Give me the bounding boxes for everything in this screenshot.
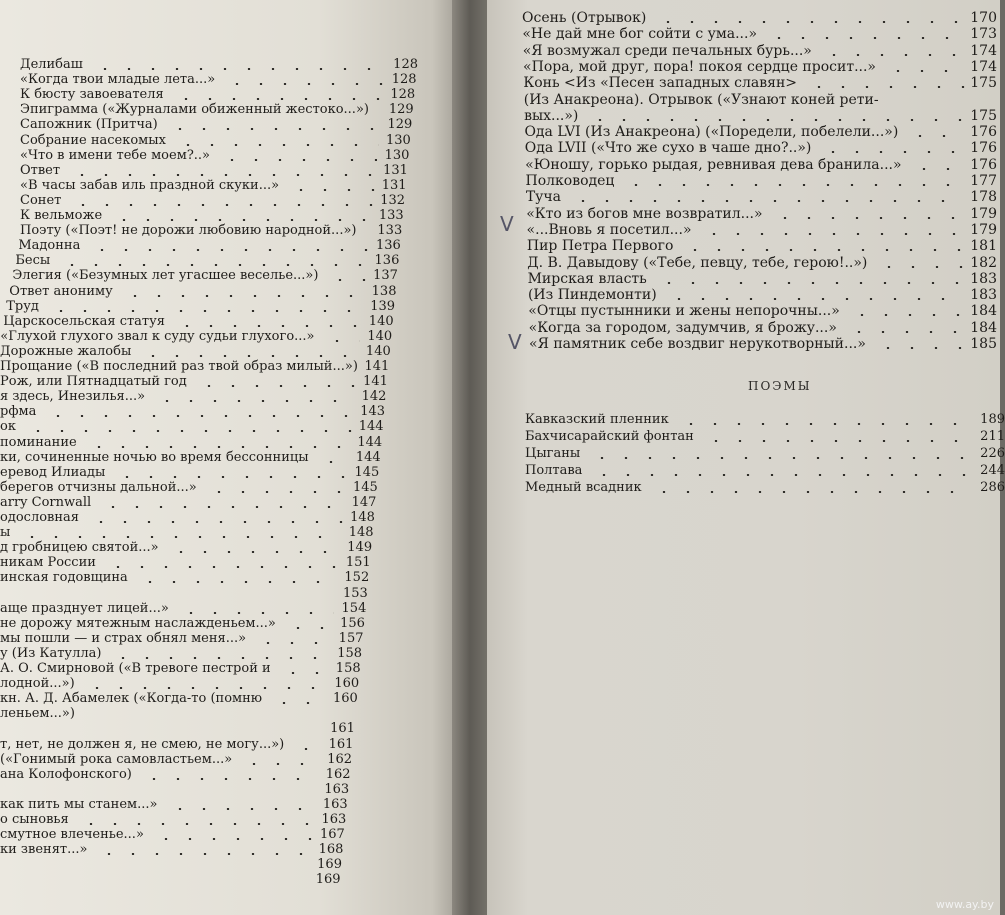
toc-entry-page-number: 147 bbox=[351, 494, 377, 510]
toc-entry-title: одословная bbox=[0, 510, 79, 525]
toc-entry-page-number: 175 bbox=[970, 75, 997, 92]
dot-leader bbox=[225, 83, 384, 85]
dot-leader bbox=[115, 476, 347, 478]
dot-leader bbox=[154, 838, 313, 840]
toc-entry-title: Царскосельская статуя bbox=[3, 313, 165, 329]
dot-leader bbox=[168, 128, 381, 130]
dot-leader bbox=[592, 474, 973, 476]
toc-entry-page-number: 176 bbox=[970, 156, 997, 173]
dot-leader bbox=[106, 566, 339, 568]
toc-entry-page-number: 158 bbox=[337, 645, 363, 661]
toc-entry-title: «Юношу, горько рыдая, ревнивая дева бранила...» bbox=[525, 156, 902, 173]
toc-entry-title: Сонет bbox=[20, 192, 62, 208]
dot-leader bbox=[683, 249, 965, 251]
toc-entry-page-number: 286 bbox=[980, 480, 1005, 495]
toc-entry-title: аще празднует лицей...» bbox=[0, 600, 169, 616]
dot-leader bbox=[767, 37, 965, 39]
toc-entry-page-number: 178 bbox=[970, 189, 997, 206]
toc-entry-title: т, нет, не должен я, не смею, не могу...») bbox=[0, 736, 285, 752]
dot-leader bbox=[286, 627, 333, 629]
dot-leader bbox=[97, 853, 311, 855]
toc-entry-page-number: 176 bbox=[970, 140, 997, 157]
dot-leader bbox=[71, 204, 373, 206]
pencil-check-mark: V bbox=[500, 212, 514, 236]
toc-entry-page-number: 137 bbox=[373, 268, 398, 284]
dot-leader bbox=[912, 168, 965, 170]
toc-entry-page-number: 139 bbox=[370, 298, 396, 314]
toc-entry-page-number: 181 bbox=[970, 238, 997, 255]
dot-leader bbox=[908, 135, 965, 137]
toc-entry-title: Д. В. Давыдову («Тебе, певцу, тебе, герою!..») bbox=[527, 254, 868, 271]
toc-entry-title: Труд bbox=[6, 298, 39, 314]
toc-entry-title: Туча bbox=[525, 189, 562, 206]
dot-leader bbox=[850, 314, 965, 316]
toc-entry-page-number: 169 bbox=[315, 872, 341, 888]
toc-entry-page-number: 130 bbox=[386, 132, 411, 148]
toc-entry-title: (Из Анакреона). Отрывок («Узнают коней рети- bbox=[523, 91, 879, 108]
toc-entry-title: рфма bbox=[0, 404, 37, 420]
toc-entry-page-number: 244 bbox=[980, 463, 1005, 478]
toc-entry-title: Осень (Отрывок) bbox=[522, 10, 647, 26]
toc-entry-title: ок bbox=[0, 419, 16, 435]
toc-entry-title: «Не дай мне бог сойти с ума...» bbox=[522, 26, 758, 43]
toc-entry-title: «Пора, мой друг, пора! покоя сердце просит...» bbox=[523, 58, 876, 75]
toc-entry-page-number: 131 bbox=[381, 177, 407, 193]
toc-entry-title: «Глухой глухого звал к суду судьи глухого...» bbox=[0, 328, 315, 344]
toc-entry-title: Цыганы bbox=[525, 446, 581, 461]
toc-entry-page-number: 157 bbox=[338, 630, 364, 646]
dot-leader bbox=[256, 642, 331, 644]
toc-entry-title: Медный всадник bbox=[525, 480, 642, 495]
dot-leader bbox=[85, 687, 328, 689]
toc-entry-page-number: 163 bbox=[322, 796, 348, 812]
dot-leader bbox=[112, 219, 372, 221]
dot-leader bbox=[138, 581, 337, 583]
dot-leader bbox=[20, 536, 341, 538]
dot-leader bbox=[704, 440, 973, 442]
toc-entry-title: Прощание («В последний раз твой образ милый...») bbox=[0, 359, 358, 374]
dot-leader bbox=[93, 68, 386, 70]
dot-leader bbox=[289, 189, 374, 191]
toc-entry-page-number: 161 bbox=[328, 736, 354, 752]
toc-entry-page-number: 160 bbox=[332, 691, 358, 707]
toc-entry-title: «Когда твои младые лета...» bbox=[20, 72, 216, 88]
toc-entry-page-number: 129 bbox=[388, 102, 414, 118]
toc-entry-page-number: 136 bbox=[374, 253, 400, 269]
toc-entry-page-number: 140 bbox=[367, 328, 393, 344]
dot-leader bbox=[176, 144, 379, 146]
toc-entry-title: Мадонна bbox=[18, 238, 81, 254]
toc-entry-title: «Когда за городом, задумчив, я брожу...» bbox=[528, 319, 837, 336]
toc-entry-title: Бахчисарайский фонтан bbox=[525, 429, 694, 444]
toc-entry-title: (Из Пиндемонти) bbox=[527, 287, 657, 304]
toc-entry-title: мы пошли — и страх обнял меня...» bbox=[0, 630, 247, 646]
toc-entry-title: arry Cornwall bbox=[0, 494, 92, 510]
watermark: www.ay.by bbox=[935, 898, 994, 911]
dot-leader bbox=[319, 461, 349, 463]
toc-entry-page-number: 163 bbox=[324, 781, 350, 797]
dot-leader bbox=[294, 748, 321, 750]
toc-entry-title: «Что в имени тебе моем?..» bbox=[20, 147, 211, 163]
toc-entry-page-number: 154 bbox=[341, 600, 367, 616]
toc-entry-title: А. О. Смирновой («В тревоге пестрой и bbox=[0, 661, 271, 676]
toc-entry-title: Сапожник (Притча) bbox=[20, 117, 158, 133]
toc-entry-page-number: 140 bbox=[365, 343, 391, 359]
dot-leader bbox=[111, 657, 330, 659]
toc-entry-title: Бесы bbox=[15, 253, 51, 269]
dot-leader bbox=[169, 551, 341, 553]
toc-entry-page-number: 158 bbox=[335, 661, 361, 676]
dot-leader bbox=[87, 446, 350, 448]
toc-entry-page-number: 156 bbox=[340, 615, 365, 631]
toc-entry-page-number: 163 bbox=[321, 812, 347, 827]
toc-entry-title: у (Из Катулла) bbox=[0, 645, 102, 661]
toc-entry-page-number: 131 bbox=[383, 162, 408, 178]
toc-entry-page-number: 128 bbox=[393, 57, 418, 72]
dot-leader bbox=[89, 521, 343, 523]
toc-entry-page-number: 162 bbox=[325, 766, 351, 782]
toc-entry-page-number: 141 bbox=[363, 374, 388, 390]
toc-entry-page-number: 144 bbox=[358, 419, 384, 435]
dot-leader bbox=[807, 86, 965, 88]
toc-entry-page-number: 144 bbox=[357, 434, 383, 450]
dot-leader bbox=[46, 415, 353, 417]
toc-entry-page-number: 129 bbox=[387, 117, 413, 133]
section-heading-poems: ПОЭМЫ bbox=[748, 379, 812, 393]
dot-leader bbox=[325, 340, 361, 342]
toc-entry-title: «Я памятник себе воздвиг нерукотворный...» bbox=[529, 336, 866, 352]
toc-entry-page-number: 152 bbox=[344, 570, 370, 586]
dot-leader bbox=[702, 233, 965, 235]
toc-entry-title: ана Колофонского) bbox=[0, 766, 132, 782]
dot-leader bbox=[667, 298, 965, 300]
dot-leader bbox=[886, 70, 965, 72]
dot-leader bbox=[207, 491, 346, 493]
dot-leader bbox=[155, 400, 354, 402]
toc-entry-page-number: 130 bbox=[384, 147, 410, 163]
dot-leader bbox=[588, 119, 965, 121]
dot-leader bbox=[60, 264, 367, 266]
dot-leader bbox=[821, 151, 965, 153]
toc-entry-page-number: 142 bbox=[361, 389, 387, 405]
toc-entry-page-number: 211 bbox=[980, 429, 1005, 444]
toc-entry-page-number: 160 bbox=[334, 676, 360, 692]
toc-entry-page-number: 145 bbox=[354, 464, 380, 480]
toc-entry-page-number: 170 bbox=[970, 10, 997, 26]
toc-entry-title: Собрание насекомых bbox=[20, 132, 166, 148]
dot-leader bbox=[877, 266, 965, 268]
toc-entry-title: еревод Илиады bbox=[0, 464, 106, 480]
toc-entry-page-number: 128 bbox=[390, 87, 416, 103]
toc-entry-title: д гробницею святой...» bbox=[0, 540, 159, 556]
toc-entry-page-number: 169 bbox=[317, 857, 342, 873]
toc-entry-title: поминание bbox=[0, 434, 77, 450]
dot-leader bbox=[652, 491, 973, 493]
toc-entry-title: «Отцы пустынники и жены непорочны...» bbox=[528, 303, 840, 320]
dot-leader bbox=[179, 612, 335, 614]
toc-entry-title: Полтава bbox=[525, 463, 583, 478]
toc-entry-page-number: 140 bbox=[368, 313, 394, 329]
toc-entry-page-number: 144 bbox=[355, 449, 381, 465]
dot-leader bbox=[847, 331, 965, 333]
dot-leader bbox=[141, 355, 358, 357]
toc-entry-title: как пить мы станем...» bbox=[0, 796, 158, 812]
toc-entry-title: Дорожные жалобы bbox=[0, 343, 132, 359]
toc-entry-page-number: 173 bbox=[970, 26, 997, 43]
toc-entry-page-number: 184 bbox=[970, 319, 997, 336]
dot-leader bbox=[679, 423, 973, 425]
toc-entry-page-number: 168 bbox=[318, 842, 344, 858]
toc-entry-title: ки, сочиненные ночью во время бессонницы bbox=[0, 449, 309, 465]
toc-entry-title: Ода LVII («Что же сухо в чаше дно?..») bbox=[524, 140, 812, 157]
toc-entry-title: Мирская власть bbox=[527, 270, 647, 287]
toc-entry-title: Ответ bbox=[20, 162, 61, 178]
dot-leader bbox=[175, 325, 362, 327]
toc-entry-page-number: 176 bbox=[970, 124, 997, 141]
toc-entry-page-number: 189 bbox=[980, 412, 1005, 427]
dot-leader bbox=[168, 808, 316, 810]
toc-entry-title: берегов отчизны дальной...» bbox=[0, 479, 197, 495]
dot-leader bbox=[272, 702, 326, 704]
dot-leader bbox=[79, 823, 315, 825]
dot-leader bbox=[281, 672, 329, 674]
toc-entry-page-number: 161 bbox=[330, 721, 355, 737]
dot-leader bbox=[822, 54, 965, 56]
toc-entry-title: («Гонимый рока самовластьем...» bbox=[0, 751, 233, 767]
dot-leader bbox=[101, 506, 344, 508]
toc-entry-page-number: 148 bbox=[348, 525, 374, 541]
toc-entry-title: Элегия («Безумных лет угасшее веселье...») bbox=[12, 268, 319, 284]
toc-entry-title: Пир Петра Первого bbox=[526, 238, 674, 255]
toc-entry-title: К вельможе bbox=[20, 208, 103, 223]
dot-leader bbox=[49, 310, 363, 312]
toc-entry-title: Конь <Из «Песен западных славян> bbox=[523, 75, 798, 92]
dot-leader bbox=[90, 249, 368, 251]
dot-leader bbox=[328, 279, 365, 281]
toc-entry-title: я здесь, Инезилья...» bbox=[0, 389, 146, 405]
toc-entry-title: К бюсту завоевателя bbox=[20, 87, 164, 103]
dot-leader bbox=[220, 159, 377, 161]
pencil-check-mark: V bbox=[508, 330, 522, 354]
toc-entry-page-number: 183 bbox=[970, 270, 997, 287]
dot-leader bbox=[657, 282, 965, 284]
dot-leader bbox=[197, 385, 356, 387]
toc-entry-page-number: 184 bbox=[970, 303, 997, 320]
dot-leader bbox=[876, 347, 965, 349]
toc-entry-title: Эпиграмма («Журналами обиженный жестоко...») bbox=[20, 102, 369, 118]
book-gutter bbox=[452, 0, 492, 915]
dot-leader bbox=[123, 295, 365, 297]
toc-entry-title: «...Вновь я посетил...» bbox=[526, 221, 692, 238]
toc-entry-title: кн. А. Д. Абамелек («Когда-то (помню bbox=[0, 691, 263, 707]
toc-entry-page-number: 133 bbox=[378, 208, 404, 223]
toc-entry-title: о сыновья bbox=[0, 812, 69, 827]
toc-entry-title: Рож, или Пятнадцатый год bbox=[0, 374, 187, 390]
toc-entry-page-number: 143 bbox=[360, 404, 386, 420]
toc-entry-title: Кавказский пленник bbox=[525, 412, 669, 427]
dot-leader bbox=[242, 763, 320, 765]
dot-leader bbox=[571, 200, 965, 202]
toc-entry-page-number: 128 bbox=[391, 72, 417, 88]
toc-entry-page-number: 179 bbox=[970, 221, 997, 238]
toc-entry-page-number: 141 bbox=[364, 359, 390, 374]
toc-entry-title: леньем...») bbox=[0, 706, 75, 722]
toc-entry-title: Ода LVI (Из Анакреона) («Поредели, побелели...») bbox=[524, 124, 899, 141]
toc-entry-title: никам России bbox=[0, 555, 96, 571]
toc-entry-page-number: 132 bbox=[380, 192, 406, 208]
toc-entry-page-number: 174 bbox=[970, 58, 997, 75]
toc-entry-title: «Я возмужал среди печальных бурь...» bbox=[522, 42, 812, 59]
toc-entry-title: «В часы забав иль праздной скуки...» bbox=[20, 177, 280, 193]
toc-entry-title: ы bbox=[0, 525, 11, 541]
toc-entry-title: Полководец bbox=[525, 173, 615, 189]
toc-entry-page-number: 151 bbox=[345, 555, 371, 571]
toc-entry-title: не дорожу мятежным наслажденьем...» bbox=[0, 615, 276, 631]
dot-leader bbox=[26, 430, 352, 432]
dot-leader bbox=[174, 98, 383, 100]
toc-entry-page-number: 185 bbox=[970, 336, 997, 352]
toc-entry-page-number: 148 bbox=[350, 510, 375, 525]
toc-entry-title: ки звенят...» bbox=[0, 842, 88, 858]
toc-entry-page-number: 145 bbox=[353, 479, 378, 495]
toc-entry-page-number: 136 bbox=[375, 238, 401, 254]
toc-entry-title: лодной...») bbox=[0, 676, 75, 692]
toc-entry-title: вых...») bbox=[524, 107, 579, 124]
toc-entry-page-number: 162 bbox=[327, 751, 353, 767]
toc-entry-page-number: 174 bbox=[970, 42, 997, 59]
toc-entry-page-number: 138 bbox=[371, 283, 397, 299]
toc-entry-title: Делибаш bbox=[20, 57, 83, 72]
dot-leader bbox=[624, 184, 965, 186]
dot-leader bbox=[773, 217, 965, 219]
toc-entry-title: «Кто из богов мне возвратил...» bbox=[526, 205, 763, 222]
toc-entry-page-number: 177 bbox=[970, 173, 997, 189]
toc-entry-title: инская годовщина bbox=[0, 570, 128, 586]
toc-entry-page-number: 149 bbox=[347, 540, 373, 556]
toc-entry-page-number: 179 bbox=[970, 205, 997, 222]
toc-entry-page-number: 182 bbox=[970, 254, 997, 271]
toc-entry-page-number: 226 bbox=[980, 446, 1005, 461]
toc-entry-page-number: 133 bbox=[377, 223, 403, 239]
toc-entry-page-number: 167 bbox=[320, 827, 345, 843]
toc-entry-title: Ответ анониму bbox=[9, 283, 113, 299]
dot-leader bbox=[590, 457, 973, 459]
toc-entry-title: смутное влеченье...» bbox=[0, 827, 144, 843]
dot-leader bbox=[70, 174, 376, 176]
toc-entry-page-number: 153 bbox=[342, 585, 368, 601]
dot-leader bbox=[142, 778, 319, 780]
dot-leader bbox=[656, 21, 965, 23]
toc-entry-page-number: 183 bbox=[970, 287, 997, 304]
toc-entry-title: Поэту («Поэт! не дорожи любовию народной...») bbox=[20, 223, 357, 239]
toc-entry-page-number: 175 bbox=[970, 107, 997, 124]
